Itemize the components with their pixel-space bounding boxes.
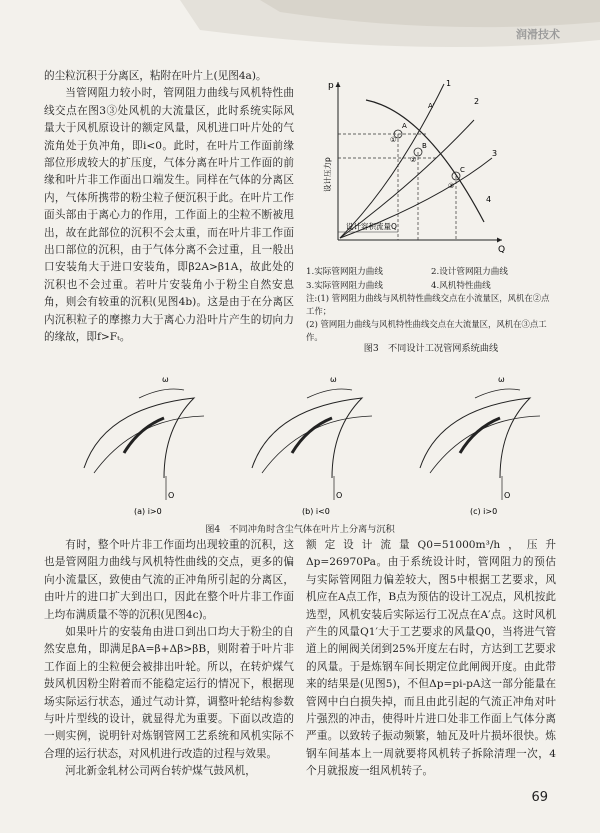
figure-4-panels bbox=[44, 368, 556, 518]
point-marker: ② bbox=[410, 156, 417, 164]
note-line: (2) 管网阻力曲线与风机特性曲线交点在大流量区，风机在③点工作。 bbox=[306, 319, 547, 342]
omega-label: ω bbox=[498, 375, 505, 384]
point-label: A bbox=[402, 122, 407, 130]
figure-3-plot bbox=[306, 72, 556, 262]
figure-3-caption: 图3 不同设计工况管网系统曲线 bbox=[363, 343, 499, 354]
point-label: A' bbox=[428, 102, 435, 110]
header-title: 润滑技术 bbox=[516, 28, 560, 41]
point-label: C bbox=[460, 166, 465, 174]
center-label: O bbox=[336, 491, 343, 500]
note-line bbox=[306, 292, 556, 318]
figure-4-caption: 图4 不同冲角时含尘气体在叶片上分离与沉积 bbox=[205, 524, 395, 535]
legend-item: 2.设计管网阻力曲线 bbox=[431, 267, 508, 277]
figure-3-notes bbox=[306, 292, 556, 344]
design-pressure-label: 设计压力p bbox=[323, 157, 332, 192]
curve-number: 4 bbox=[486, 195, 492, 204]
figure-4-panel-b bbox=[252, 375, 372, 516]
curve-number: 1 bbox=[446, 79, 452, 88]
panel-label: (c) i>0 bbox=[470, 507, 498, 516]
figure-4-panel-c bbox=[420, 375, 540, 516]
paragraph: 额定设计流量Q0=51000m³/h，压升Δp=26970Pa。由于系统设计时，管网阻力的预估与实际管网阻力偏差较大，图5中根据工艺要求，风机应在A点工作，B点为预估的设计工况点，风机按此选型，风机安装后实际运行工况点在A′点。这时风机产生的风量Q1′大于工艺要求的风量Q0，当将进气管道上的闸阀关闭到25%开度左右时，方达到工艺要求的风量。于是炼钢车间长期定位此闸阀开度。由此带来的结果是(见图5)，不但Δp=pi-pA这一部分能量在管网中白白损失掉，而且由此引起的气流正冲角对叶片强烈的冲击，使得叶片进口处非工作面上气体分离严重。以致转子振动频繁，轴瓦及叶片损坏很快。炼钢车间基本上一周就要将风机转子拆除清理一次，4个月就报废一组风机转子。 bbox=[306, 539, 556, 778]
figure-3-legend bbox=[306, 265, 556, 293]
paragraph: 河北新金轧材公司两台转炉煤气鼓风机， bbox=[65, 765, 256, 778]
page-number: 69 bbox=[531, 790, 548, 805]
curve-number: 2 bbox=[474, 97, 480, 106]
design-flow-label: 设计容积流量Q bbox=[346, 222, 397, 231]
point-label: B bbox=[422, 142, 427, 150]
note-label: 注: bbox=[306, 293, 318, 303]
y-axis-label: p bbox=[328, 81, 334, 91]
point-marker: ① bbox=[390, 136, 397, 144]
center-label: O bbox=[504, 491, 511, 500]
figure-4-panel-a bbox=[84, 375, 204, 516]
legend-item: 4.风机特性曲线 bbox=[431, 281, 491, 291]
curve-number: 3 bbox=[492, 149, 498, 158]
legend-item: 1.实际管网阻力曲线 bbox=[306, 267, 383, 277]
left-column-top bbox=[44, 68, 294, 347]
header-decoration bbox=[0, 0, 600, 62]
legend-row bbox=[306, 279, 556, 293]
paragraph: 当管网阻力较小时，管网阻力曲线与风机特性曲线交点在图3③处风机的大流量区，此时系统实际风量大于风机原设计的额定风量，风机进口叶片处的气流角处于负冲角，即i<0。此时，在叶片工作面前缘部位形成较大的扩压度，气体分离在叶片工作面的前缘和叶片非工作面出口端发生。同样在气体的分离区内，气体所携带的粉尘粒子便沉积于此。在叶片工作面头部由于离心力的作用，工作面上的尘粒不断被甩出，故在此部位的沉积不会太重，而在叶片非工作面出口部位的沉积，由于气体分离不会过重，且一般出口安装角大于进口安装角，即β2A>β1A，故此处的沉积也不会过重。若叶片安装角小于粉尘自然安息角，则会有较重的沉积(见图4b)。这是由于在分离区内沉积粒子的摩擦力大于离心力沿叶片产生的切向力的缘故，即f>Fₜ。 bbox=[44, 87, 294, 344]
left-column-bottom bbox=[44, 537, 294, 781]
center-label: O bbox=[168, 491, 175, 500]
omega-label: ω bbox=[162, 375, 169, 384]
right-column-bottom bbox=[306, 537, 556, 781]
page-header bbox=[0, 0, 600, 62]
figure-4 bbox=[44, 368, 556, 518]
note-text: (1) 管网阻力曲线与风机特性曲线交点在小流量区，风机在②点工作； bbox=[306, 293, 550, 316]
legend-row bbox=[306, 265, 556, 279]
point-marker: ③ bbox=[448, 182, 455, 190]
paragraph: 有时，整个叶片非工作面均出现较重的沉积，这也是管网阻力曲线与风机特性曲线的交点，更多的偏向小流量区，致使由气流的正冲角所引起的分离区，由叶片的进口扩大到出口，因此在整个叶片非工作面上均布满质量不等的沉积(见图4c)。 bbox=[44, 539, 294, 621]
panel-label: (b) i<0 bbox=[302, 507, 330, 516]
omega-label: ω bbox=[330, 375, 337, 384]
panel-label: (a) i>0 bbox=[134, 507, 162, 516]
paragraph: 的尘粒沉积于分离区，粘附在叶片上(见图4a)。 bbox=[44, 70, 267, 82]
legend-item: 3.实际管网阻力曲线 bbox=[306, 281, 383, 291]
paragraph: 如果叶片的安装角由进口到出口均大于粉尘的自然安息角，即满足βA=β+Δβ>βB，则附着于叶片非工作面上的尘粒便会被排出叶轮。所以，在转炉煤气鼓风机因粉尘附着而不能稳定运行的情况下，根据现场实际运行状态，通过气动计算，调整叶轮结构参数与叶片型线的设计，就显得尤为重要。下面以改造的一则实例，说明针对炼钢管网工艺系统和风机实际不合理的运行状态，对风机进行改造的过程与效果。 bbox=[44, 626, 294, 760]
x-axis-label: Q bbox=[498, 245, 506, 255]
